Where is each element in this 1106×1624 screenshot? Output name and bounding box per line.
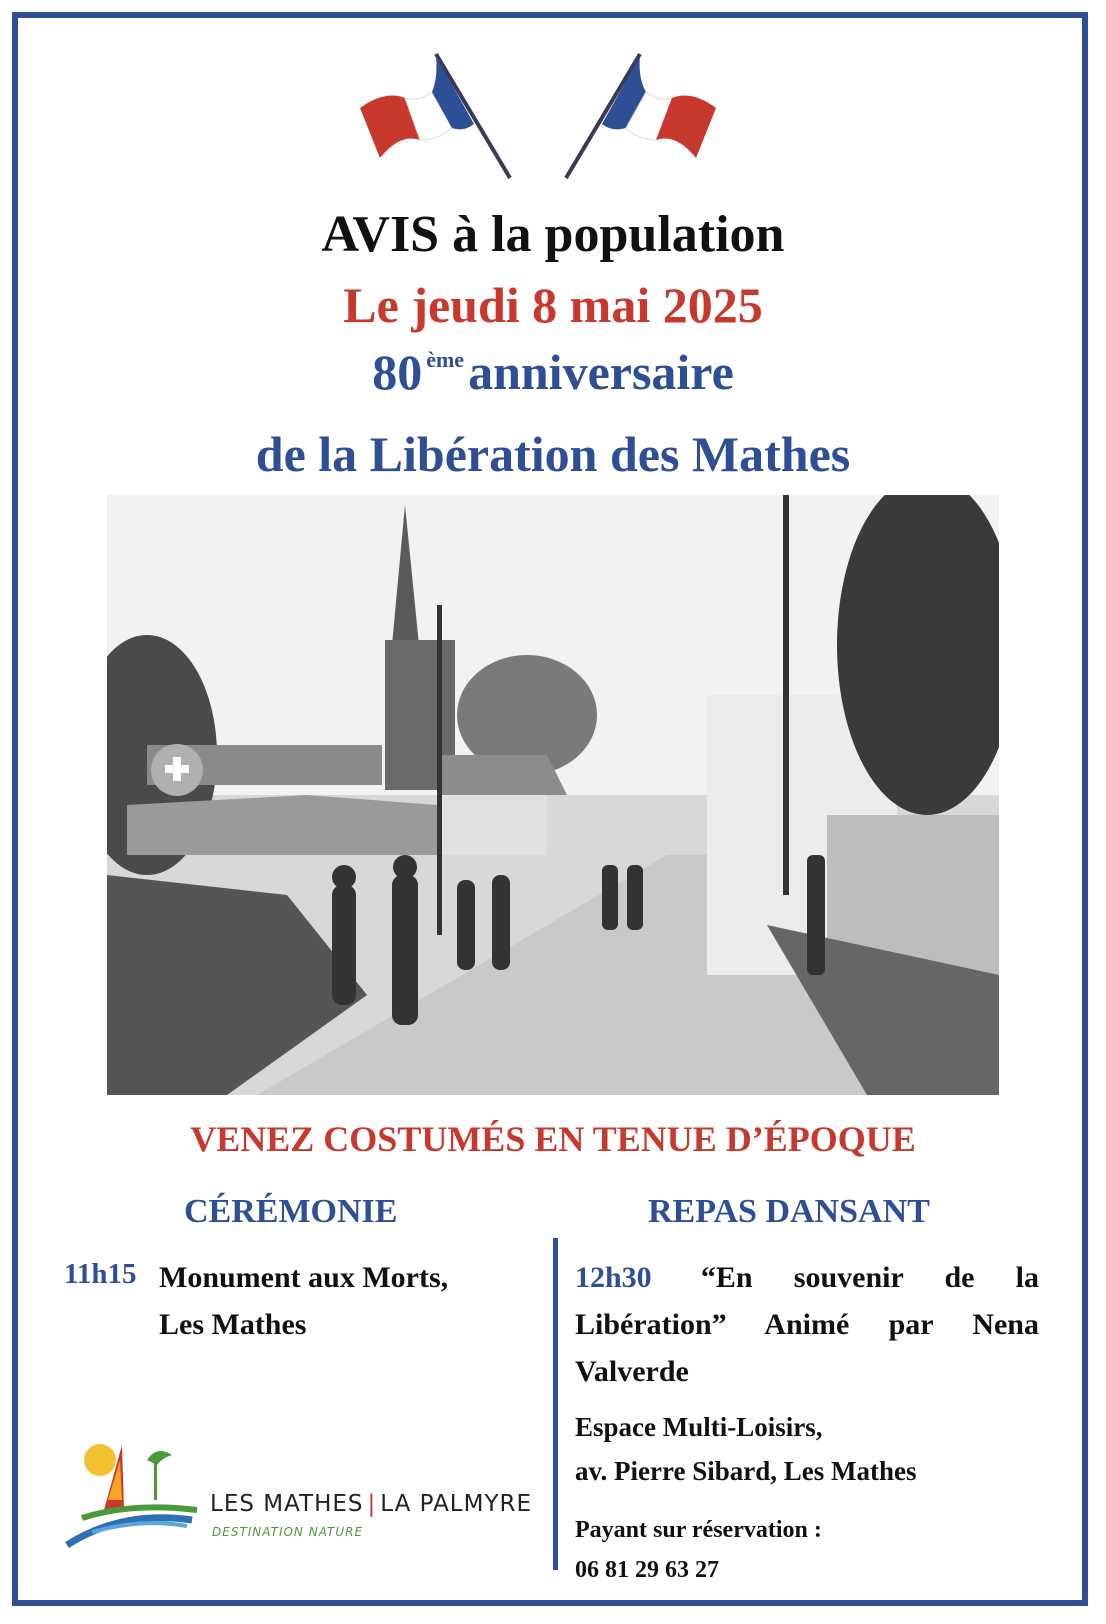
logo-name	[210, 1491, 532, 1517]
poster-title: AVIS à la population	[321, 206, 785, 263]
reservation-info	[575, 1510, 822, 1590]
french-flags	[360, 48, 730, 188]
repas-title: REPAS DANSANT	[648, 1193, 930, 1230]
repas-description-block	[575, 1254, 1039, 1395]
logo-name-left: LES MATHES	[210, 1491, 364, 1517]
ceremonie-title: CÉRÉMONIE	[184, 1193, 398, 1230]
historic-photo	[107, 495, 999, 1095]
repas-description: “En souvenir de la Libération” Animé par Nena Valverde	[575, 1261, 1039, 1388]
ceremonie-location-line1: Monument aux Morts,	[159, 1261, 449, 1294]
repas-venue	[575, 1405, 916, 1493]
logo-tagline: DESTINATION NATURE	[212, 1525, 364, 1539]
logo-separator: |	[367, 1491, 377, 1517]
sailboat-logo-icon	[62, 1440, 202, 1550]
event-date: Le jeudi 8 mai 2025	[343, 277, 763, 333]
french-flag-icon	[360, 54, 510, 178]
anniversary-line	[0, 343, 1106, 401]
repas-time: 12h30	[575, 1261, 652, 1294]
poster-subtitle: de la Libération des Mathes	[255, 426, 851, 482]
costume-call: VENEZ COSTUMÉS EN TENUE D’ÉPOQUE	[190, 1119, 916, 1159]
payment-label: Payant sur réservation :	[575, 1517, 822, 1543]
column-divider	[553, 1238, 558, 1570]
ceremonie-location-line2: Les Mathes	[159, 1308, 307, 1341]
phone-number: 06 81 29 63 27	[575, 1557, 719, 1583]
logo-name-right: LA PALMYRE	[380, 1491, 533, 1517]
venue-line1: Espace Multi-Loisirs,	[575, 1412, 823, 1442]
anniversary-number: 80	[372, 344, 423, 400]
anniversary-word: anniversaire	[468, 344, 734, 400]
ceremonie-time: 11h15	[64, 1258, 137, 1290]
venue-line2: av. Pierre Sibard, Les Mathes	[575, 1456, 917, 1486]
anniversary-suffix: ème	[426, 347, 465, 372]
french-flag-icon	[566, 54, 716, 178]
ceremonie-location	[159, 1254, 539, 1348]
